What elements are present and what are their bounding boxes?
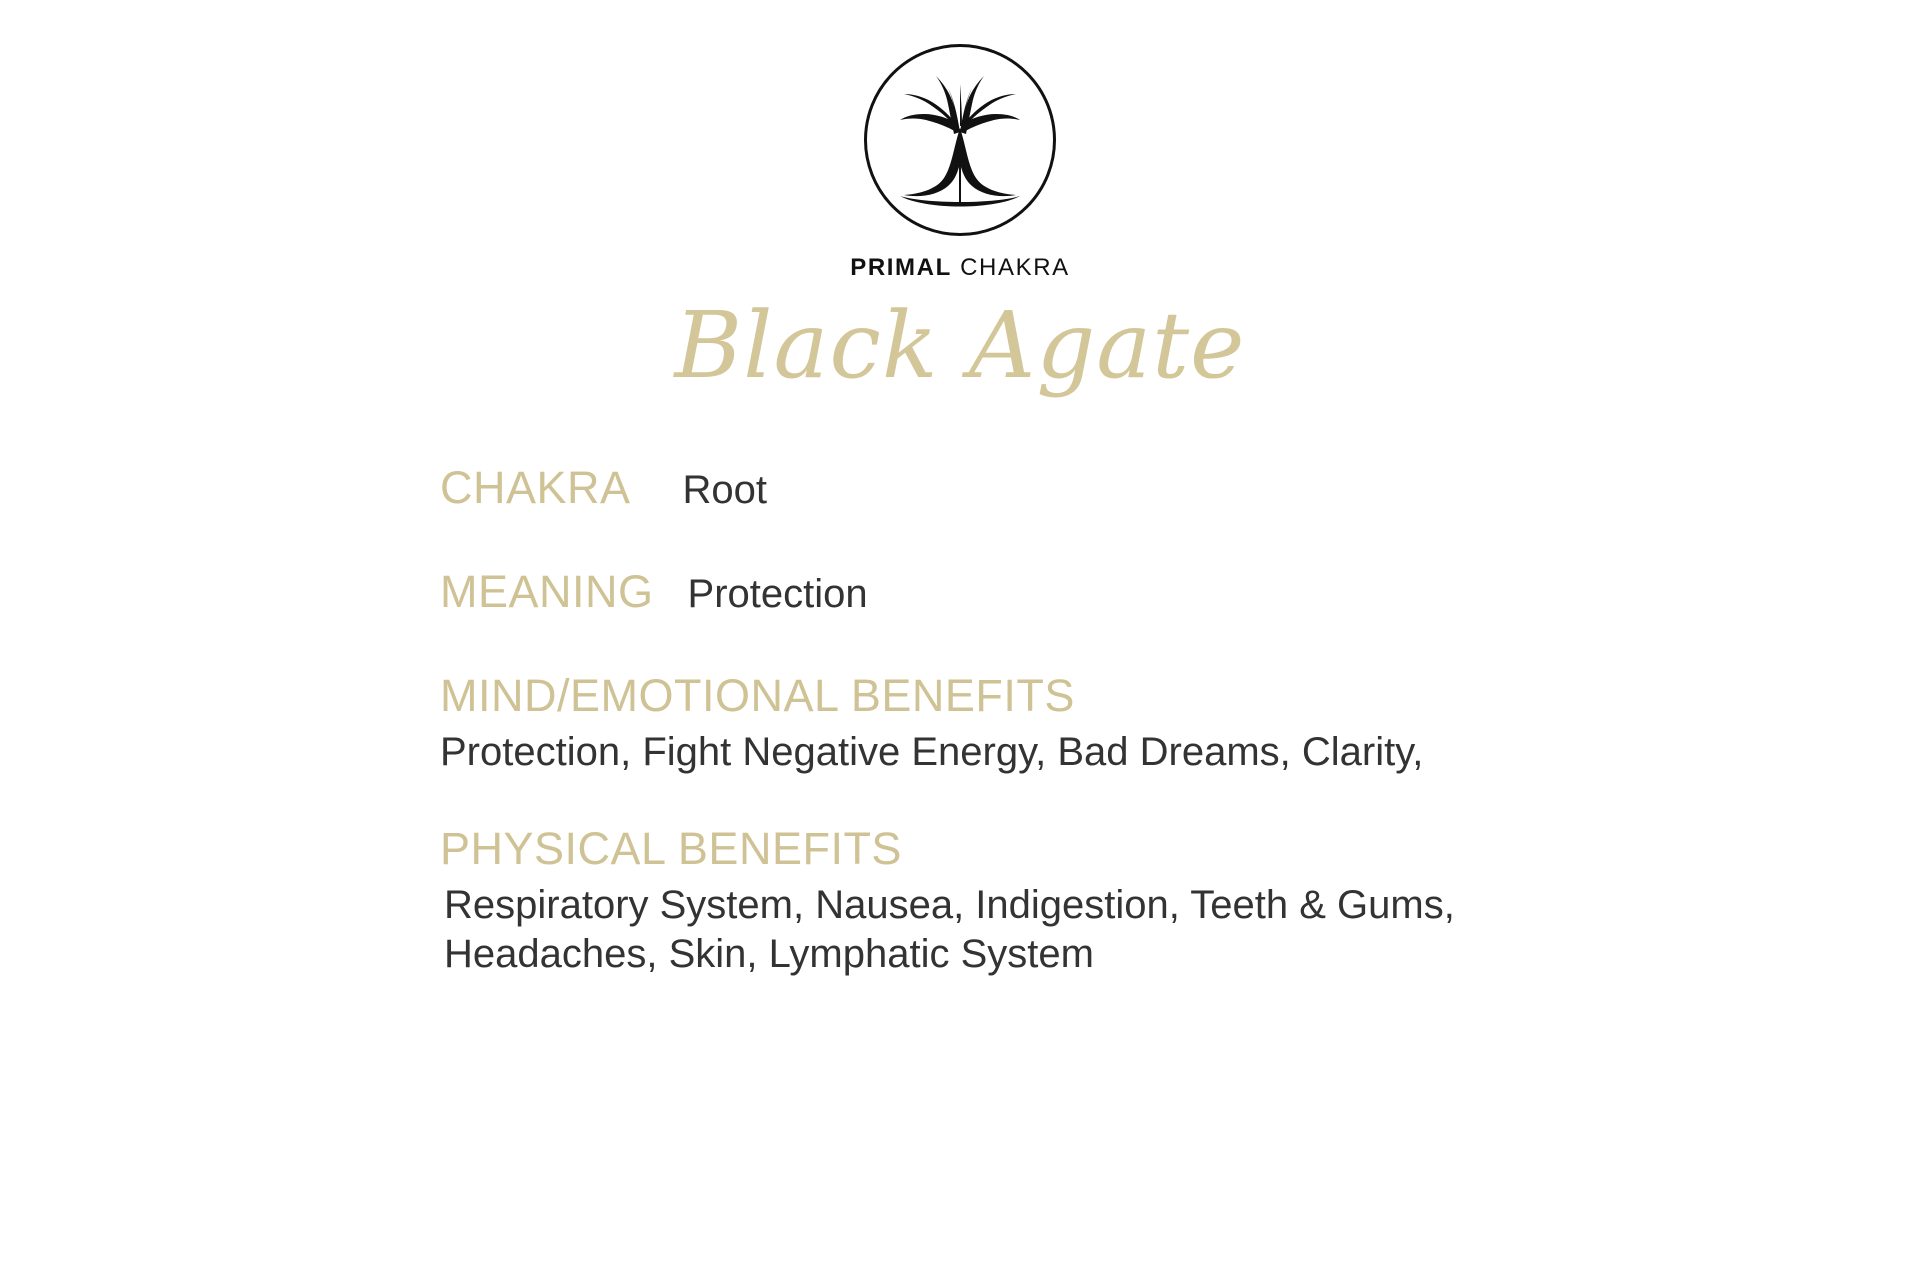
section-physical-label: PHYSICAL BENEFITS <box>440 822 902 874</box>
brand-name-secondary: CHAKRA <box>951 254 1070 281</box>
brand-logo-block <box>0 44 1920 282</box>
field-chakra <box>440 462 1540 514</box>
section-mind-emotional-text: Protection, Fight Negative Energy, Bad Dreams, Clarity, <box>440 730 1424 774</box>
field-chakra-label: CHAKRA <box>440 462 631 513</box>
page-title: Black Agate <box>674 292 1246 399</box>
section-mind-emotional-benefits <box>440 670 1540 777</box>
tree-of-life-icon <box>864 44 1056 236</box>
field-meaning <box>440 566 1540 618</box>
field-meaning-label: MEANING <box>440 566 654 617</box>
field-chakra-value: Root <box>682 468 768 512</box>
brand-wordmark <box>850 254 1069 282</box>
field-meaning-value: Protection <box>687 572 868 616</box>
section-mind-emotional-label: MIND/EMOTIONAL BENEFITS <box>440 670 1075 721</box>
details-content <box>440 462 1540 1024</box>
section-physical-text: Respiratory System, Nausea, Indigestion, Teeth & Gums, Headaches, Skin, Lymphatic System <box>444 882 1455 976</box>
brand-name-primary: PRIMAL <box>850 254 952 281</box>
section-physical-benefits <box>440 823 1540 979</box>
